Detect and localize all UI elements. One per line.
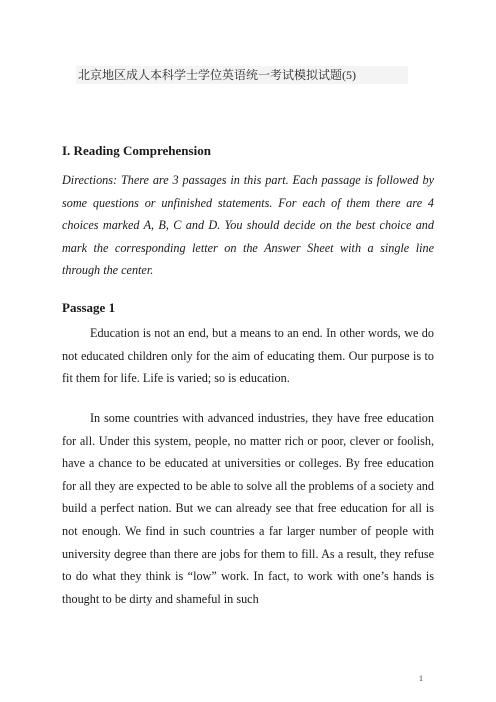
page-number: 1 [419,674,423,683]
directions-text: Directions: There are 3 passages in this part. Each passage is followed by some questions or unfinished statements. For each of them there are 4 choices marked A, B, C and D. You should decide on the best choice and mark the corresponding letter on the Answer Sheet with a single line through the center. [62,173,434,278]
document-title: 北京地区成人本科学士学位英语统一考试模拟试题(5) [76,66,408,84]
passage-paragraph: In some countries with advanced industries, they have free education for all. Under this system, people, no matter rich or poor, clever or foolish, have a chance to be educated at universities or colleges. By free education for all they are expected to be able to solve all the problems of a society and build a perfect nation. But we can already see that free education for all is not enough. We find in such countries a far larger number of people with university degree than there are jobs for them to fill. As a result, they refuse to do what they think is “low” work. In fact, to work with one’s hands is thought to be dirty and shameful in such [62,411,434,606]
section-heading: I. Reading Comprehension [62,143,211,158]
passage-heading: Passage 1 [62,300,116,315]
passage-paragraph: Education is not an end, but a means to an end. In other words, we do not educated children only for the aim of educating them. Our purpose is to fit them for life. Life is varied; so is education. [62,326,434,386]
